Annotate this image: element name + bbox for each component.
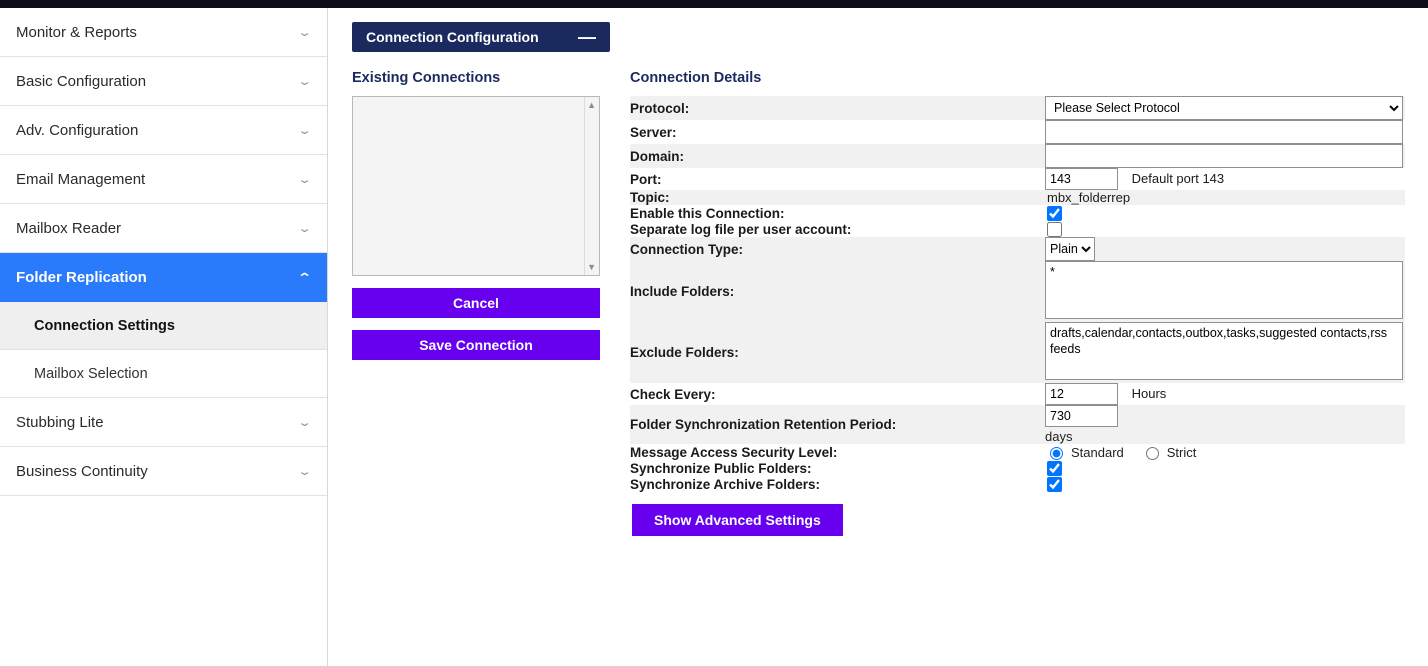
connection-details-section <box>630 70 1410 536</box>
protocol-select[interactable] <box>1045 96 1403 120</box>
sidebar-item-basic-configuration[interactable] <box>0 57 327 106</box>
include-folders-textarea[interactable] <box>1045 261 1403 319</box>
panel-title: Connection Configuration <box>366 29 539 45</box>
row-sync-public <box>630 460 1405 476</box>
security-level-field-cell <box>1045 444 1405 460</box>
port-input[interactable] <box>1045 168 1118 190</box>
sidebar-item-stubbing-lite[interactable] <box>0 398 327 447</box>
sidebar-item-label: Business Continuity <box>16 462 148 480</box>
row-topic <box>630 190 1405 205</box>
sidebar-item-mailbox-reader[interactable] <box>0 204 327 253</box>
row-connection-type <box>630 237 1405 261</box>
protocol-field-cell <box>1045 96 1405 120</box>
sidebar-subitem-label: Mailbox Selection <box>34 365 148 382</box>
server-label: Server: <box>630 120 1045 144</box>
sidebar-item-adv-configuration[interactable] <box>0 106 327 155</box>
sidebar-item-label: Stubbing Lite <box>16 413 104 431</box>
exclude-folders-label: Exclude Folders: <box>630 322 1045 383</box>
sync-public-field-cell <box>1045 460 1405 476</box>
server-input[interactable] <box>1045 120 1403 144</box>
connection-details-title: Connection Details <box>630 70 762 86</box>
sidebar-subitem-label: Connection Settings <box>34 317 175 334</box>
security-level-label: Message Access Security Level: <box>630 444 1045 460</box>
sidebar-item-folder-replication[interactable] <box>0 253 327 302</box>
sync-archive-checkbox[interactable] <box>1047 477 1062 492</box>
topic-value: mbx_folderrep <box>1047 190 1131 205</box>
row-domain <box>630 144 1405 168</box>
list-scrollbar[interactable] <box>584 97 599 275</box>
domain-input[interactable] <box>1045 144 1403 168</box>
row-check-every <box>630 383 1405 405</box>
exclude-folders-field-cell <box>1045 322 1405 383</box>
row-security-level <box>630 444 1405 460</box>
row-retention-period <box>630 405 1405 444</box>
sync-public-label: Synchronize Public Folders: <box>630 460 1045 476</box>
port-field-cell <box>1045 168 1405 190</box>
protocol-label: Protocol: <box>630 96 1045 120</box>
include-folders-label: Include Folders: <box>630 261 1045 322</box>
retention-period-unit: days <box>1045 429 1073 445</box>
row-port <box>630 168 1405 190</box>
security-level-strict-radio[interactable] <box>1146 447 1159 460</box>
sidebar-item-label: Adv. Configuration <box>16 121 139 139</box>
show-advanced-settings-button[interactable]: Show Advanced Settings <box>632 504 843 536</box>
main-content <box>328 8 1428 666</box>
row-protocol <box>630 96 1405 120</box>
chevron-down-icon: ⌄ <box>297 26 312 39</box>
chevron-down-icon: ⌄ <box>297 124 312 137</box>
sidebar-item-monitor-reports[interactable] <box>0 8 327 57</box>
save-connection-button[interactable]: Save Connection <box>352 330 600 360</box>
include-folders-field-cell <box>1045 261 1405 322</box>
sidebar <box>0 8 328 666</box>
panel-header <box>352 22 610 52</box>
topic-field-cell <box>1045 190 1405 205</box>
cancel-button[interactable]: Cancel <box>352 288 600 318</box>
row-sync-archive <box>630 476 1405 492</box>
chevron-down-icon: ⌄ <box>297 173 312 186</box>
existing-connections-list[interactable] <box>352 96 600 276</box>
sidebar-item-email-management[interactable] <box>0 155 327 204</box>
sidebar-item-label: Folder Replication <box>16 268 147 286</box>
row-exclude-folders <box>630 322 1405 383</box>
sidebar-item-label: Email Management <box>16 170 146 188</box>
separate-log-label: Separate log file per user account: <box>630 221 1045 237</box>
domain-label: Domain: <box>630 144 1045 168</box>
sync-archive-label: Synchronize Archive Folders: <box>630 476 1045 492</box>
chevron-down-icon: ⌄ <box>297 465 312 478</box>
connection-type-select[interactable] <box>1045 237 1095 261</box>
connection-type-label: Connection Type: <box>630 237 1045 261</box>
check-every-field-cell <box>1045 383 1405 405</box>
chevron-down-icon: ⌄ <box>297 75 312 88</box>
server-field-cell <box>1045 120 1405 144</box>
chevron-up-icon: ⌃ <box>297 271 312 284</box>
minus-icon[interactable]: — <box>578 27 596 47</box>
enable-connection-field-cell <box>1045 205 1405 221</box>
sync-public-checkbox[interactable] <box>1047 461 1062 476</box>
sync-archive-field-cell <box>1045 476 1405 492</box>
connection-details-table <box>630 96 1405 492</box>
sidebar-item-label: Mailbox Reader <box>16 219 122 237</box>
sidebar-item-label: Monitor & Reports <box>16 23 137 41</box>
separate-log-field-cell <box>1045 221 1405 237</box>
port-label: Port: <box>630 168 1045 190</box>
security-level-strict-label: Strict <box>1166 444 1197 460</box>
domain-field-cell <box>1045 144 1405 168</box>
title-bar <box>0 0 1428 8</box>
chevron-down-icon: ⌄ <box>297 222 312 235</box>
security-level-radio-group <box>1045 444 1405 460</box>
enable-connection-label: Enable this Connection: <box>630 205 1045 221</box>
enable-connection-checkbox[interactable] <box>1047 206 1062 221</box>
sidebar-item-connection-settings[interactable] <box>0 302 327 350</box>
retention-period-input[interactable] <box>1045 405 1118 427</box>
chevron-down-icon: ⌄ <box>297 416 312 429</box>
panel-body <box>352 70 1428 536</box>
topic-label: Topic: <box>630 190 1045 205</box>
app-container <box>0 8 1428 666</box>
check-every-input[interactable] <box>1045 383 1118 405</box>
exclude-folders-textarea[interactable] <box>1045 322 1403 380</box>
existing-connections-section <box>352 70 602 536</box>
sidebar-item-business-continuity[interactable] <box>0 447 327 496</box>
check-every-label: Check Every: <box>630 383 1045 405</box>
sidebar-item-label: Basic Configuration <box>16 72 147 90</box>
check-every-unit: Hours <box>1131 386 1167 402</box>
connection-type-field-cell <box>1045 237 1405 261</box>
sidebar-item-mailbox-selection[interactable] <box>0 350 327 398</box>
security-level-standard-radio[interactable] <box>1050 447 1063 460</box>
row-server <box>630 120 1405 144</box>
retention-period-field-cell <box>1045 405 1405 444</box>
row-separate-log <box>630 221 1405 237</box>
retention-period-label: Folder Synchronization Retention Period: <box>630 405 1045 444</box>
row-enable-connection <box>630 205 1405 221</box>
separate-log-checkbox[interactable] <box>1047 222 1062 237</box>
row-include-folders <box>630 261 1405 322</box>
port-default-note: Default port 143 <box>1131 171 1225 186</box>
triangle-up-icon[interactable]: ▲ <box>587 100 596 110</box>
existing-connections-title: Existing Connections <box>352 70 501 86</box>
triangle-down-icon[interactable]: ▼ <box>587 262 596 272</box>
security-level-standard-label: Standard <box>1071 444 1124 460</box>
